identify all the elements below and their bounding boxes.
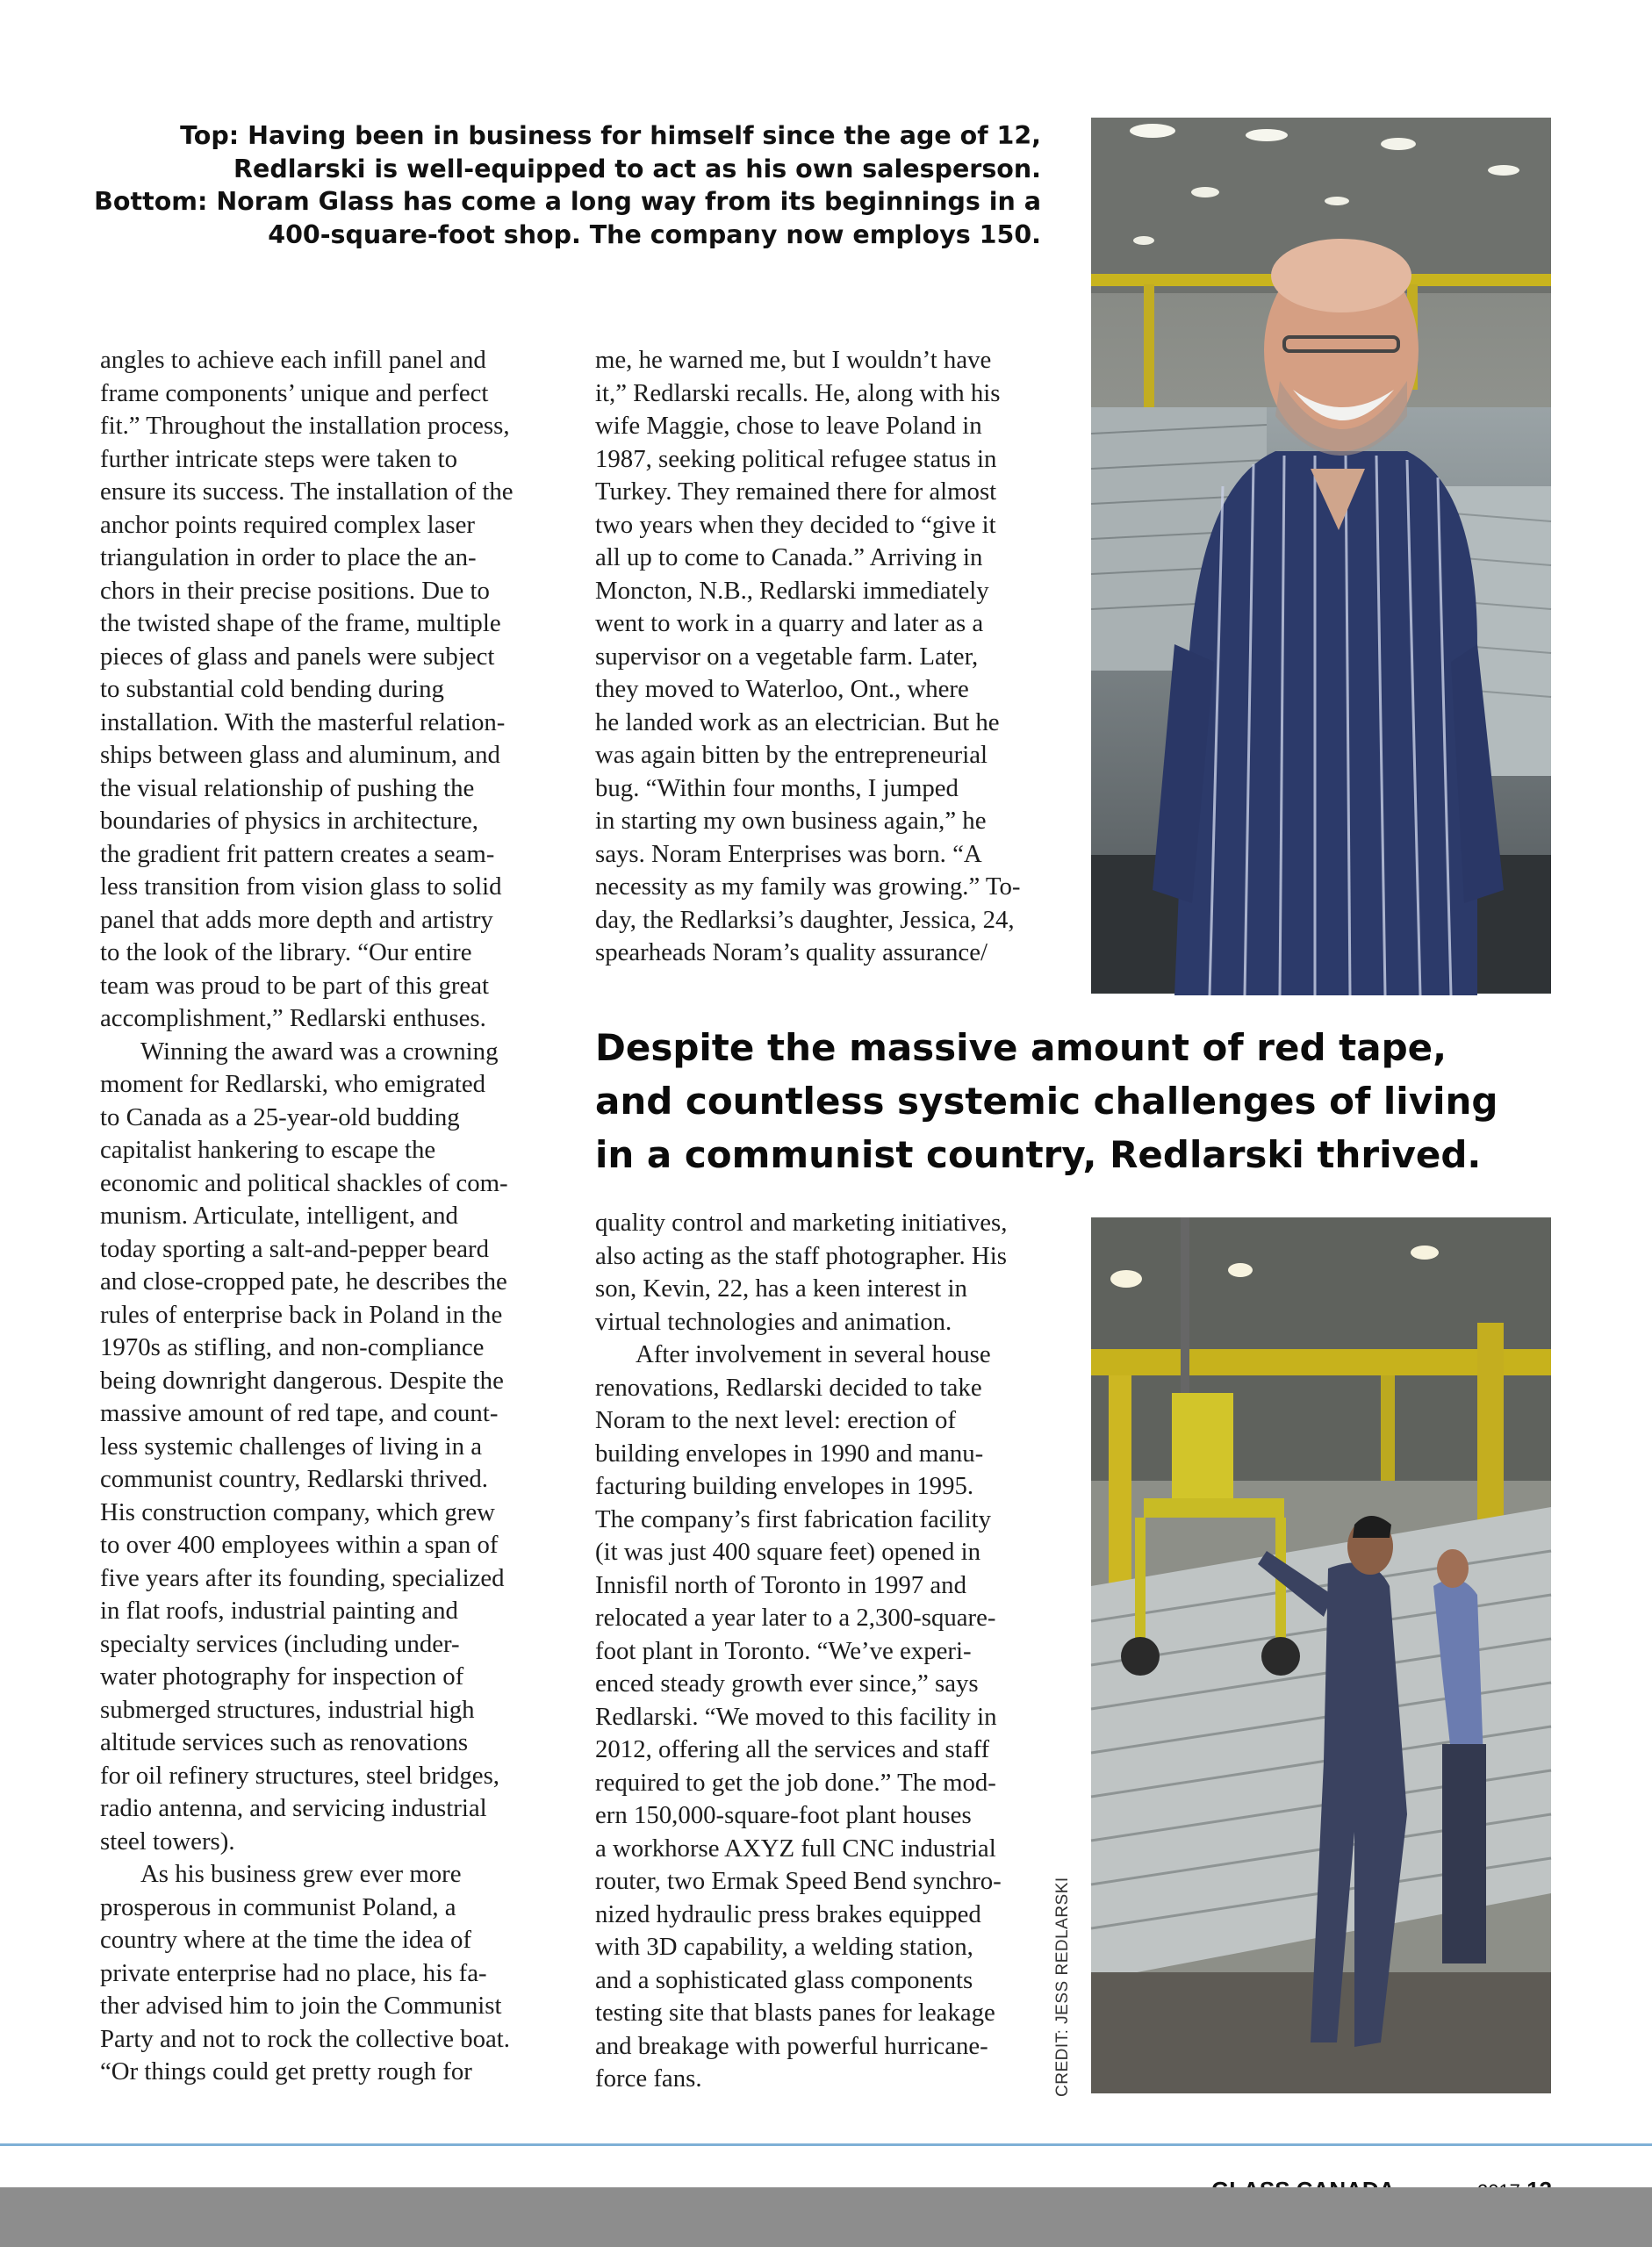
text-line: to substantial cold bending during [100, 675, 444, 703]
text-line: relocated a year later to a 2,300-square- [595, 1604, 996, 1632]
text-line: angles to achieve each infill panel and [100, 346, 486, 374]
text-line: installation. With the masterful relation- [100, 707, 506, 736]
text-line: renovations, Redlarski decided to take [595, 1373, 982, 1402]
text-line: required to get the job done.” The mod- [595, 1768, 996, 1797]
text-line: and close-cropped pate, he describes the [100, 1267, 507, 1296]
text-line: radio antenna, and servicing industrial [100, 1794, 487, 1822]
text-line: triangulation in order to place the an- [100, 543, 477, 571]
pull-quote-line: and countless systemic challenges of living [595, 1080, 1498, 1123]
text-line: 1970s as stifling, and non-compliance [100, 1333, 485, 1361]
text-line: necessity as my family was growing.” To- [595, 872, 1021, 901]
text-line: prosperous in communist Poland, a [100, 1892, 456, 1921]
text-line: building envelopes in 1990 and manu- [595, 1439, 984, 1468]
text-line: a workhorse AXYZ full CNC industrial [595, 1834, 996, 1863]
text-line: panel that adds more depth and artistry [100, 905, 493, 934]
photo-credit: CREDIT: JESS REDLARSKI [1053, 1877, 1072, 2097]
caption-line: Redlarski is well-equipped to act as his own salesperson. [233, 154, 1041, 183]
caption-line: Bottom: Noram Glass has come a long way from its beginnings in a [94, 187, 1041, 216]
text-line: spearheads Noram’s quality assurance/ [595, 938, 988, 966]
text-line: enced steady growth ever since,” says [595, 1669, 979, 1698]
folio [0, 2177, 1652, 2187]
text-line: Party and not to rock the collective boat. [100, 2024, 511, 2053]
text-line: the twisted shape of the frame, multiple [100, 609, 501, 637]
text-line: altitude services such as renovations [100, 1728, 469, 1756]
text-line: specialty services (including under- [100, 1629, 460, 1658]
text-line: anchor points required complex laser [100, 510, 476, 539]
text-line: steel towers). [100, 1827, 235, 1856]
text-line: accomplishment,” Redlarski enthuses. [100, 1004, 486, 1032]
article-column-right-top [595, 344, 1021, 970]
text-line: it,” Redlarski recalls. He, along with his [595, 378, 1001, 407]
text-line: was again bitten by the entrepreneurial [595, 741, 988, 769]
text-line: nized hydraulic press brakes equipped [595, 1899, 981, 1928]
article-column-right-bottom [595, 1207, 1007, 2096]
text-line: ensure its success. The installation of the [100, 477, 514, 506]
text-line: Innisfil north of Toronto in 1997 and [595, 1570, 966, 1599]
text-line: in flat roofs, industrial painting and [100, 1597, 458, 1625]
caption-line: Top: Having been in business for himself since the age of 12, [180, 121, 1041, 150]
text-line: all up to come to Canada.” Arriving in [595, 543, 983, 571]
text-line: fit.” Throughout the installation process, [100, 412, 510, 440]
text-line: ther advised him to join the Communist [100, 1992, 502, 2020]
text-line: the gradient frit pattern creates a seam- [100, 839, 495, 868]
text-line: economic and political shackles of com- [100, 1168, 508, 1197]
text-line: Redlarski. “We moved to this facility in [595, 1702, 997, 1731]
text-line: bug. “Within four months, I jumped [595, 773, 959, 802]
text-line: less transition from vision glass to solid [100, 872, 502, 901]
text-line: (it was just 400 square feet) opened in [595, 1538, 981, 1566]
photo-factory-workers [1091, 1217, 1551, 2093]
text-line: with 3D capability, a welding station, [595, 1933, 973, 1961]
text-line: quality control and marketing initiatives, [595, 1209, 1008, 1237]
text-line: His construction company, which grew [100, 1497, 495, 1526]
footer-rule [0, 2143, 1652, 2146]
text-line: he landed work as an electrician. But he [595, 707, 1000, 736]
text-line: 1987, seeking political refugee status in [595, 444, 997, 473]
text-line: Turkey. They remained there for almost [595, 477, 997, 506]
text-line: went to work in a quarry and later as a [595, 609, 984, 637]
text-line: After involvement in several house [636, 1340, 991, 1368]
portrait-illustration [1091, 118, 1551, 994]
bottom-band [0, 2187, 1652, 2247]
text-line: private enterprise had no place, his fa- [100, 1958, 487, 1987]
text-line: Moncton, N.B., Redlarski immediately [595, 576, 989, 605]
text-line: country where at the time the idea of [100, 1926, 471, 1954]
text-line: capitalist hankering to escape the [100, 1136, 436, 1164]
text-line: foot plant in Toronto. “We’ve experi- [595, 1636, 972, 1665]
text-line: boundaries of physics in architecture, [100, 807, 479, 835]
text-line: team was proud to be part of this great [100, 971, 490, 1000]
text-line: also acting as the staff photographer. His [595, 1241, 1007, 1270]
text-line: “Or things could get pretty rough for [100, 2057, 472, 2085]
factory-illustration [1091, 1217, 1551, 2093]
text-line: son, Kevin, 22, has a keen interest in [595, 1274, 967, 1303]
text-line: munism. Articulate, intelligent, and [100, 1202, 458, 1230]
text-line: The company’s first fabrication facility [595, 1504, 991, 1533]
text-line: supervisor on a vegetable farm. Later, [595, 642, 979, 671]
text-line: frame components’ unique and perfect [100, 378, 489, 407]
text-line: wife Maggie, chose to leave Poland in [595, 412, 982, 440]
pull-quote-line: in a communist country, Redlarski thrived. [595, 1133, 1482, 1176]
text-line: two years when they decided to “give it [595, 510, 996, 539]
pull-quote-line: Despite the massive amount of red tape, [595, 1026, 1447, 1069]
text-line: virtual technologies and animation. [595, 1307, 952, 1336]
text-line: and breakage with powerful hurricane- [595, 2031, 988, 2060]
text-line: to over 400 employees within a span of [100, 1531, 499, 1559]
text-line: massive amount of red tape, and count- [100, 1399, 499, 1427]
text-line: five years after its founding, specialized [100, 1563, 505, 1592]
text-line: rules of enterprise back in Poland in the [100, 1300, 503, 1329]
text-line: today sporting a salt-and-pepper beard [100, 1234, 489, 1263]
text-line: 2012, offering all the services and staff [595, 1735, 990, 1763]
photo-caption [88, 119, 1041, 251]
text-line: being downright dangerous. Despite the [100, 1366, 504, 1395]
text-line: to the look of the library. “Our entire [100, 938, 472, 966]
text-line: Noram to the next level: erection of [595, 1406, 957, 1434]
text-line: says. Noram Enterprises was born. “A [595, 839, 982, 868]
text-line: chors in their precise positions. Due to [100, 576, 490, 605]
text-line: and a sophisticated glass components [595, 1965, 973, 1994]
text-line: submerged structures, industrial high [100, 1695, 475, 1724]
text-line: As his business grew ever more [140, 1860, 462, 1888]
text-line: force fans. [595, 2064, 702, 2093]
text-line: for oil refinery structures, steel bridges, [100, 1761, 499, 1790]
text-line: facturing building envelopes in 1995. [595, 1472, 974, 1500]
caption-line: 400-square-foot shop. The company now employs 150. [268, 219, 1041, 249]
text-line: the visual relationship of pushing the [100, 773, 475, 802]
text-line: Winning the award was a crowning [140, 1037, 499, 1066]
text-line: they moved to Waterloo, Ont., where [595, 675, 969, 703]
text-line: further intricate steps were taken to [100, 444, 457, 473]
text-line: to Canada as a 25-year-old budding [100, 1102, 460, 1131]
text-line: less systemic challenges of living in a [100, 1432, 483, 1461]
text-line: moment for Redlarski, who emigrated [100, 1070, 486, 1098]
photo-redlarski-portrait [1091, 118, 1551, 994]
text-line: testing site that blasts panes for leakage [595, 1999, 995, 2027]
text-line: me, he warned me, but I wouldn’t have [595, 346, 992, 374]
text-line: pieces of glass and panels were subject [100, 642, 495, 671]
pull-quote [595, 1021, 1561, 1181]
text-line: router, two Ermak Speed Bend synchro- [595, 1867, 1002, 1895]
text-line: communist country, Redlarski thrived. [100, 1465, 489, 1493]
text-line: in starting my own business again,” he [595, 807, 987, 835]
text-line: day, the Redlarksi’s daughter, Jessica, 24, [595, 905, 1015, 934]
text-line: ern 150,000-square-foot plant houses [595, 1801, 972, 1829]
article-column-left [100, 344, 514, 2089]
text-line: ships between glass and aluminum, and [100, 741, 500, 769]
text-line: water photography for inspection of [100, 1662, 464, 1691]
